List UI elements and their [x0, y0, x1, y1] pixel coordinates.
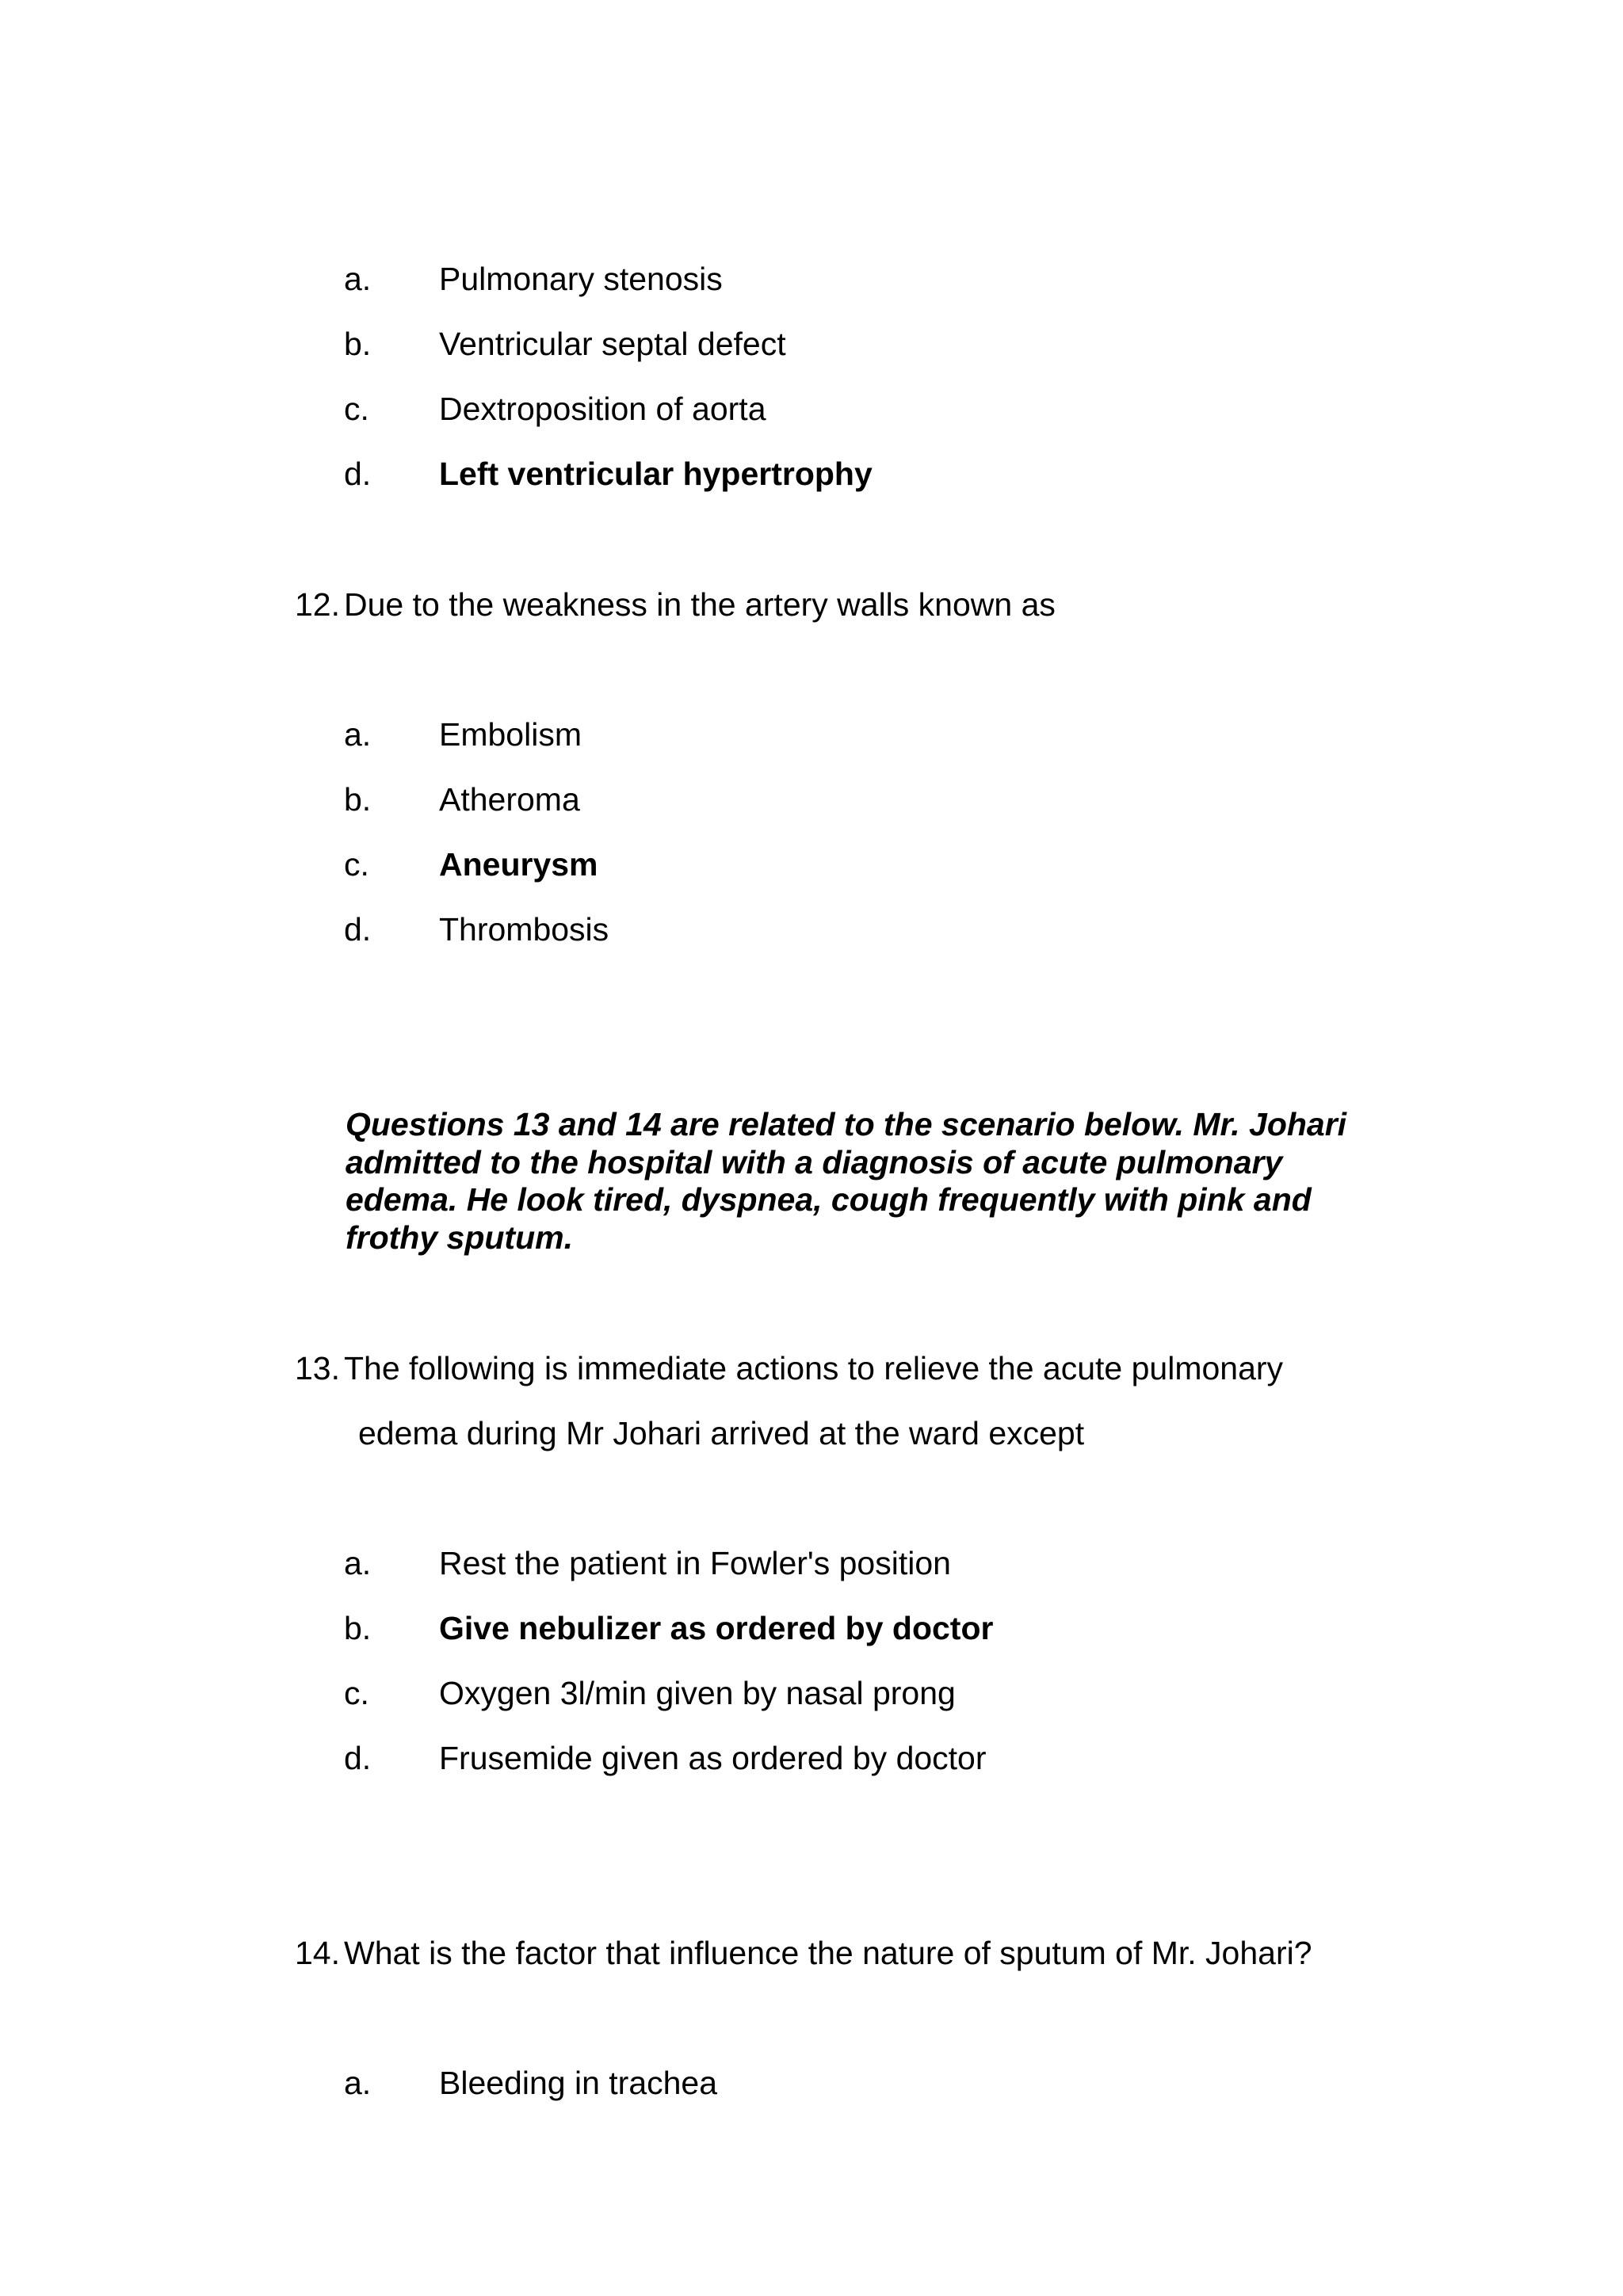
- option-letter: c.: [344, 1675, 369, 1711]
- option-text: Dextroposition of aorta: [439, 391, 766, 427]
- option-letter: b.: [344, 1610, 372, 1646]
- option-text: Frusemide given as ordered by doctor: [439, 1740, 987, 1776]
- question-text: Due to the weakness in the artery walls known as: [344, 586, 1056, 623]
- question-number: 12.: [295, 586, 340, 623]
- option-text: Ventricular septal defect: [439, 326, 786, 362]
- option-letter: b.: [344, 781, 372, 818]
- option-letter: c.: [344, 391, 369, 427]
- scenario-line: frothy sputum.: [346, 1219, 573, 1256]
- question-text: What is the factor that influence the nature of sputum of Mr. Johari?: [344, 1935, 1312, 1971]
- option-letter: a.: [344, 716, 372, 753]
- option-text: Oxygen 3l/min given by nasal prong: [439, 1675, 956, 1711]
- option-text: Atheroma: [439, 781, 580, 818]
- option-text-answer: Aneurysm: [439, 846, 598, 883]
- option-letter: c.: [344, 846, 369, 883]
- option-text: Bleeding in trachea: [439, 2065, 718, 2101]
- scenario-line: edema. He look tired, dyspnea, cough frequently with pink and: [346, 1181, 1312, 1218]
- option-text: Thrombosis: [439, 911, 609, 948]
- option-text: Pulmonary stenosis: [439, 261, 723, 297]
- question-number: 13.: [295, 1350, 340, 1386]
- scenario-line: Questions 13 and 14 are related to the scenario below. Mr. Johari: [346, 1106, 1347, 1142]
- option-text-answer: Give nebulizer as ordered by doctor: [439, 1610, 994, 1646]
- question-text-continued: edema during Mr Johari arrived at the ward except: [358, 1415, 1085, 1451]
- option-letter: a.: [344, 261, 372, 297]
- option-letter: b.: [344, 326, 372, 362]
- option-text-answer: Left ventricular hypertrophy: [439, 456, 873, 492]
- scenario-line: admitted to the hospital with a diagnosis of acute pulmonary: [346, 1143, 1283, 1180]
- option-letter: d.: [344, 456, 372, 492]
- option-text: Rest the patient in Fowler's position: [439, 1545, 951, 1581]
- option-letter: d.: [344, 1740, 372, 1776]
- option-text: Embolism: [439, 716, 582, 753]
- question-number: 14.: [295, 1935, 340, 1971]
- option-letter: d.: [344, 911, 372, 948]
- question-text: The following is immediate actions to relieve the acute pulmonary: [344, 1350, 1284, 1386]
- option-letter: a.: [344, 2065, 372, 2101]
- option-letter: a.: [344, 1545, 372, 1581]
- scenario-paragraph: [346, 1106, 1392, 1257]
